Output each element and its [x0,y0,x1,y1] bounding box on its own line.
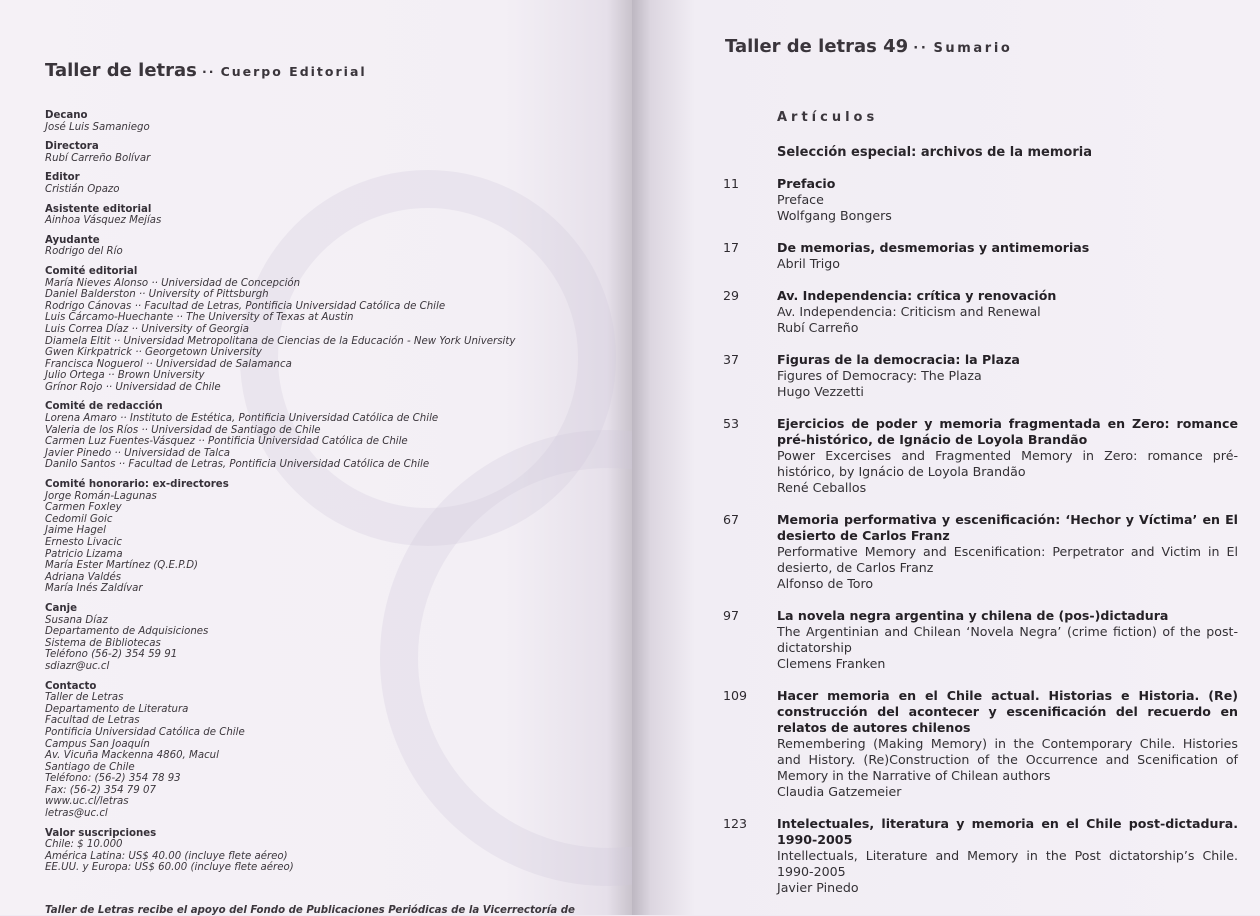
role-block [45,681,605,820]
page-number: 37 [723,352,740,367]
role-block [45,603,605,673]
page-number: 123 [723,816,748,831]
role-member: Luis Cárcamo-Huechante ·· The University of Texas at Austin [45,312,354,324]
role-member: Carmen Luz Fuentes-Vásquez ·· Pontificia Universidad Católica de Chile [45,436,408,448]
toc-entry [723,288,1238,336]
role-block [45,401,605,471]
page-number: 29 [723,288,740,303]
article-author: Wolfgang Bongers [777,208,892,223]
role-member: Gwen Kirkpatrick ·· Georgetown University [45,347,262,359]
role-member: Rubí Carreño Bolívar [45,152,151,164]
role-member: Valeria de los Ríos ·· Universidad de Santiago de Chile [45,424,321,436]
role-member: Chile: $ 10.000 [45,839,123,851]
toc-entry [723,608,1238,672]
article-title: Figuras de la democracia: la Plaza [777,352,1020,367]
role-member: Susana Díaz [45,614,108,626]
role-heading: Asistente editorial [45,203,152,215]
article-author: Rubí Carreño [777,320,859,335]
article-translation: Remembering (Making Memory) in the Contemporary Chile. Histories and History. (Re)Construction of the Occurrence and Scenification of Memory in the Narrative of Chilean authors [777,736,1238,783]
toc-entry [723,512,1238,592]
role-member: Javier Pinedo ·· Universidad de Talca [45,447,230,459]
toc-entry [723,240,1238,272]
article-translation: Av. Independencia: Criticism and Renewal [777,304,1041,319]
role-member: Daniel Balderston ·· University of Pittsburgh [45,289,269,301]
article-translation: Performative Memory and Escenification: Perpetrator and Victim in El desierto, de Carlos Franz [777,544,1238,575]
page-number: 67 [723,512,740,527]
table-of-contents [723,176,1238,912]
summary-title [725,36,1012,57]
role-heading: Directora [45,141,99,153]
role-member: Rodrigo del Río [45,246,123,258]
role-heading: Valor suscripciones [45,827,157,839]
role-member: Jorge Román-Lagunas [45,490,157,502]
role-heading: Ayudante [45,234,100,246]
article-author: René Ceballos [777,480,867,495]
role-member: Av. Vicuña Mackenna 4860, Macul [45,750,219,762]
article-title: Av. Independencia: crítica y renovación [777,288,1057,303]
issue-title: Taller de letras 49 [725,36,909,57]
role-heading: Comité editorial [45,265,138,277]
toc-entry [723,352,1238,400]
editorial-roster [45,110,605,882]
role-block [45,110,605,133]
article-author: Hugo Vezzetti [777,384,864,399]
article-translation: Figures of Democracy: The Plaza [777,368,982,383]
page-number: 11 [723,176,740,191]
article-title: Hacer memoria en el Chile actual. Historias e Historia. (Re) construcción del acontecer y escenificación del recuerdo en relatos de autores chilenos [777,688,1238,735]
role-member: Departamento de Literatura [45,703,189,715]
summary-subtitle: Sumario [933,41,1013,56]
role-member: Julio Ortega ·· Brown University [45,370,205,382]
article-title: Prefacio [777,176,836,191]
role-member: Lorena Amaro ·· Instituto de Estética, Pontificia Universidad Católica de Chile [45,413,439,425]
role-member: Departamento de Adquisiciones [45,626,209,638]
article-title: Intelectuales, literatura y memoria en el Chile post-dictadura. 1990-2005 [777,816,1238,847]
role-member: María Ester Martínez (Q.E.P.D) [45,560,199,572]
role-heading: Canje [45,602,78,614]
role-block [45,172,605,195]
page-number: 109 [723,688,748,703]
role-heading: Decano [45,110,88,121]
page-number: 97 [723,608,740,623]
role-member: Pontificia Universidad Católica de Chile [45,726,245,738]
role-member: Teléfono (56-2) 354 59 91 [45,649,178,661]
role-member: Patricio Lizama [45,548,123,560]
role-heading: Editor [45,172,80,184]
role-member: Luis Correa Díaz ·· University of Georgia [45,323,250,335]
role-heading: Comité de redacción [45,401,163,413]
role-member: Rodrigo Cánovas ·· Facultad de Letras, Pontificia Universidad Católica de Chile [45,300,446,312]
role-member: Teléfono: (56-2) 354 78 93 [45,773,181,785]
article-title: Ejercicios de poder y memoria fragmentada en Zero: romance pré-histórico, de Ignácio de Loyola Brandão [777,416,1238,447]
role-member: sdiazr@uc.cl [45,660,110,672]
role-member: Grínor Rojo ·· Universidad de Chile [45,381,221,393]
article-translation: Power Excercises and Fragmented Memory in Zero: romance pré-histórico, by Ignácio de Loyola Brandão [777,448,1238,479]
role-member: www.uc.cl/letras [45,796,129,808]
article-author: Alfonso de Toro [777,576,874,591]
role-member: José Luis Samaniego [45,121,150,133]
role-member: Danilo Santos ·· Facultad de Letras, Pontificia Universidad Católica de Chile [45,459,430,471]
role-member: Facultad de Letras [45,715,140,727]
article-translation: Preface [777,192,824,207]
article-author: Clemens Franken [777,656,886,671]
role-heading: Contacto [45,680,97,692]
role-member: EE.UU. y Europa: US$ 60.00 (incluye flete aéreo) [45,862,294,874]
role-heading: Comité honorario: ex-directores [45,479,229,491]
role-block [45,479,605,595]
role-member: Taller de Letras [45,692,124,704]
role-block [45,235,605,258]
editorial-board-title [45,60,367,81]
role-member: Cristián Opazo [45,183,120,195]
article-title: La novela negra argentina y chilena de (pos-)dictadura [777,608,1169,623]
title-separator: ·· [201,64,216,79]
role-block [45,828,605,874]
role-member: Francisca Noguerol ·· Universidad de Salamanca [45,358,292,370]
editorial-board-subtitle: Cuerpo Editorial [220,64,367,79]
role-member: Sistema de Bibliotecas [45,637,161,649]
role-member: Cedomil Goic [45,513,113,525]
role-member: Santiago de Chile [45,761,135,773]
role-member: Ernesto Livacic [45,537,122,548]
role-member: Adriana Valdés [45,571,122,583]
article-author: Claudia Gatzemeier [777,784,902,799]
role-member: Campus San Joaquín [45,738,150,750]
role-block [45,266,605,394]
toc-entry [723,416,1238,496]
role-block [45,204,605,227]
title-separator: ·· [913,41,929,56]
role-member: Fax: (56-2) 354 79 07 [45,784,156,796]
journal-name: Taller de letras [45,60,197,81]
role-member: María Inés Zaldívar [45,583,143,595]
article-author: Javier Pinedo [777,880,859,895]
role-block [45,141,605,164]
section-label-articles: Artículos [777,110,879,125]
role-member: Ainhoa Vásquez Mejías [45,215,162,227]
page-number: 53 [723,416,740,431]
role-member: América Latina: US$ 40.00 (incluye flete aéreo) [45,850,288,862]
support-footnote: Taller de Letras recibe el apoyo del Fondo de Publicaciones Periódicas de la Vicerrectoría de [45,905,575,916]
toc-entry [723,176,1238,224]
toc-entry [723,688,1238,800]
article-title: Memoria performativa y escenificación: ‘Hechor y Víctima’ en El desierto de Carlos Franz [777,512,1238,543]
article-translation: Intellectuals, Literature and Memory in the Post dictatorship’s Chile. 1990-2005 [777,848,1238,879]
article-author: Abril Trigo [777,256,841,271]
toc-entry [723,816,1238,896]
article-translation: The Argentinian and Chilean ‘Novela Negra’ (crime fiction) of the post-dictatorship [777,624,1238,655]
article-title: De memorias, desmemorias y antimemorias [777,240,1090,255]
role-member: Carmen Foxley [45,502,122,514]
role-member: Diamela Eltit ·· Universidad Metropolitana de Ciencias de la Educación - New York University [45,335,516,347]
special-selection-heading: Selección especial: archivos de la memoria [777,145,1092,160]
page-number: 17 [723,240,740,255]
role-member: letras@uc.cl [45,808,108,820]
role-member: María Nieves Alonso ·· Universidad de Concepción [45,277,301,289]
role-member: Jaime Hagel [45,525,106,537]
